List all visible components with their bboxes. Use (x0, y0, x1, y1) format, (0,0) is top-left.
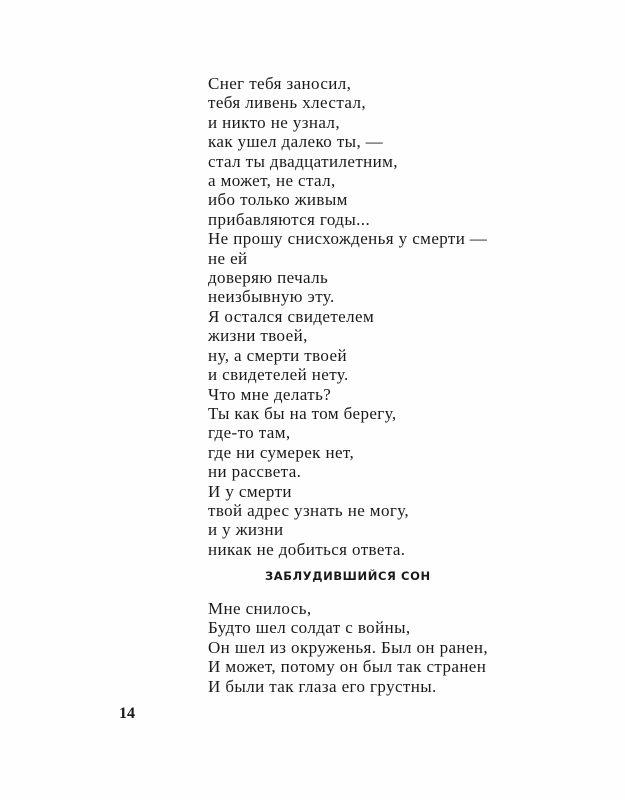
poem-line: неизбывную эту. (208, 287, 335, 307)
page-number: 14 (119, 705, 135, 722)
poem-line: стал ты двадцатилетним, (208, 151, 398, 171)
poem-line: а может, не стал, (208, 171, 336, 191)
poem-line: где-то там, (208, 423, 291, 443)
poem-line: и свидетелей нету. (208, 365, 349, 385)
poem-line: Он шел из окруженья. Был он ранен, (208, 637, 489, 657)
poem-line: ибо только живым (208, 190, 348, 210)
poem-line: твой адрес узнать не могу, (208, 500, 410, 520)
poem-line: Снег тебя заносил, (208, 74, 352, 93)
poem-line: Не прошу снисхожденья у смерти — (208, 229, 488, 249)
poem-line: прибавляются годы... (208, 209, 371, 229)
poem-line: где ни сумерек нет, (208, 442, 355, 462)
poem-line: Ты как бы на том берегу, (208, 403, 397, 423)
poem-stanza (208, 599, 488, 696)
poem-line: И у смерти (208, 481, 292, 501)
poem-line: ну, а смерти твоей (208, 345, 347, 365)
poem-line: тебя ливень хлестал, (208, 93, 366, 113)
poem-line: доверяю печаль (208, 268, 329, 288)
poem-line: жизни твоей, (208, 326, 308, 346)
poem-line: Я остался свидетелем (208, 306, 375, 326)
poem-line: и никто не узнал, (208, 112, 340, 132)
poem-stanza (208, 74, 487, 559)
poem-line: И может, потому он был так странен (208, 657, 487, 677)
poem-line: Будто шел солдат с войны, (208, 618, 411, 638)
poem-line: никак не добиться ответа. (208, 539, 406, 559)
poem-line: и у жизни (208, 520, 284, 540)
poem-title: ЗАБЛУДИВШИЙСЯ СОН (265, 569, 431, 583)
poem-line: как ушел далеко ты, — (208, 132, 384, 152)
poem-line: не ей (208, 248, 248, 268)
poem-line: ни рассвета. (208, 462, 302, 482)
poem-line: Мне снилось, (208, 599, 312, 618)
poem-line: Что мне делать? (208, 384, 332, 404)
poem-line: И были так глаза его грустны. (208, 676, 437, 696)
